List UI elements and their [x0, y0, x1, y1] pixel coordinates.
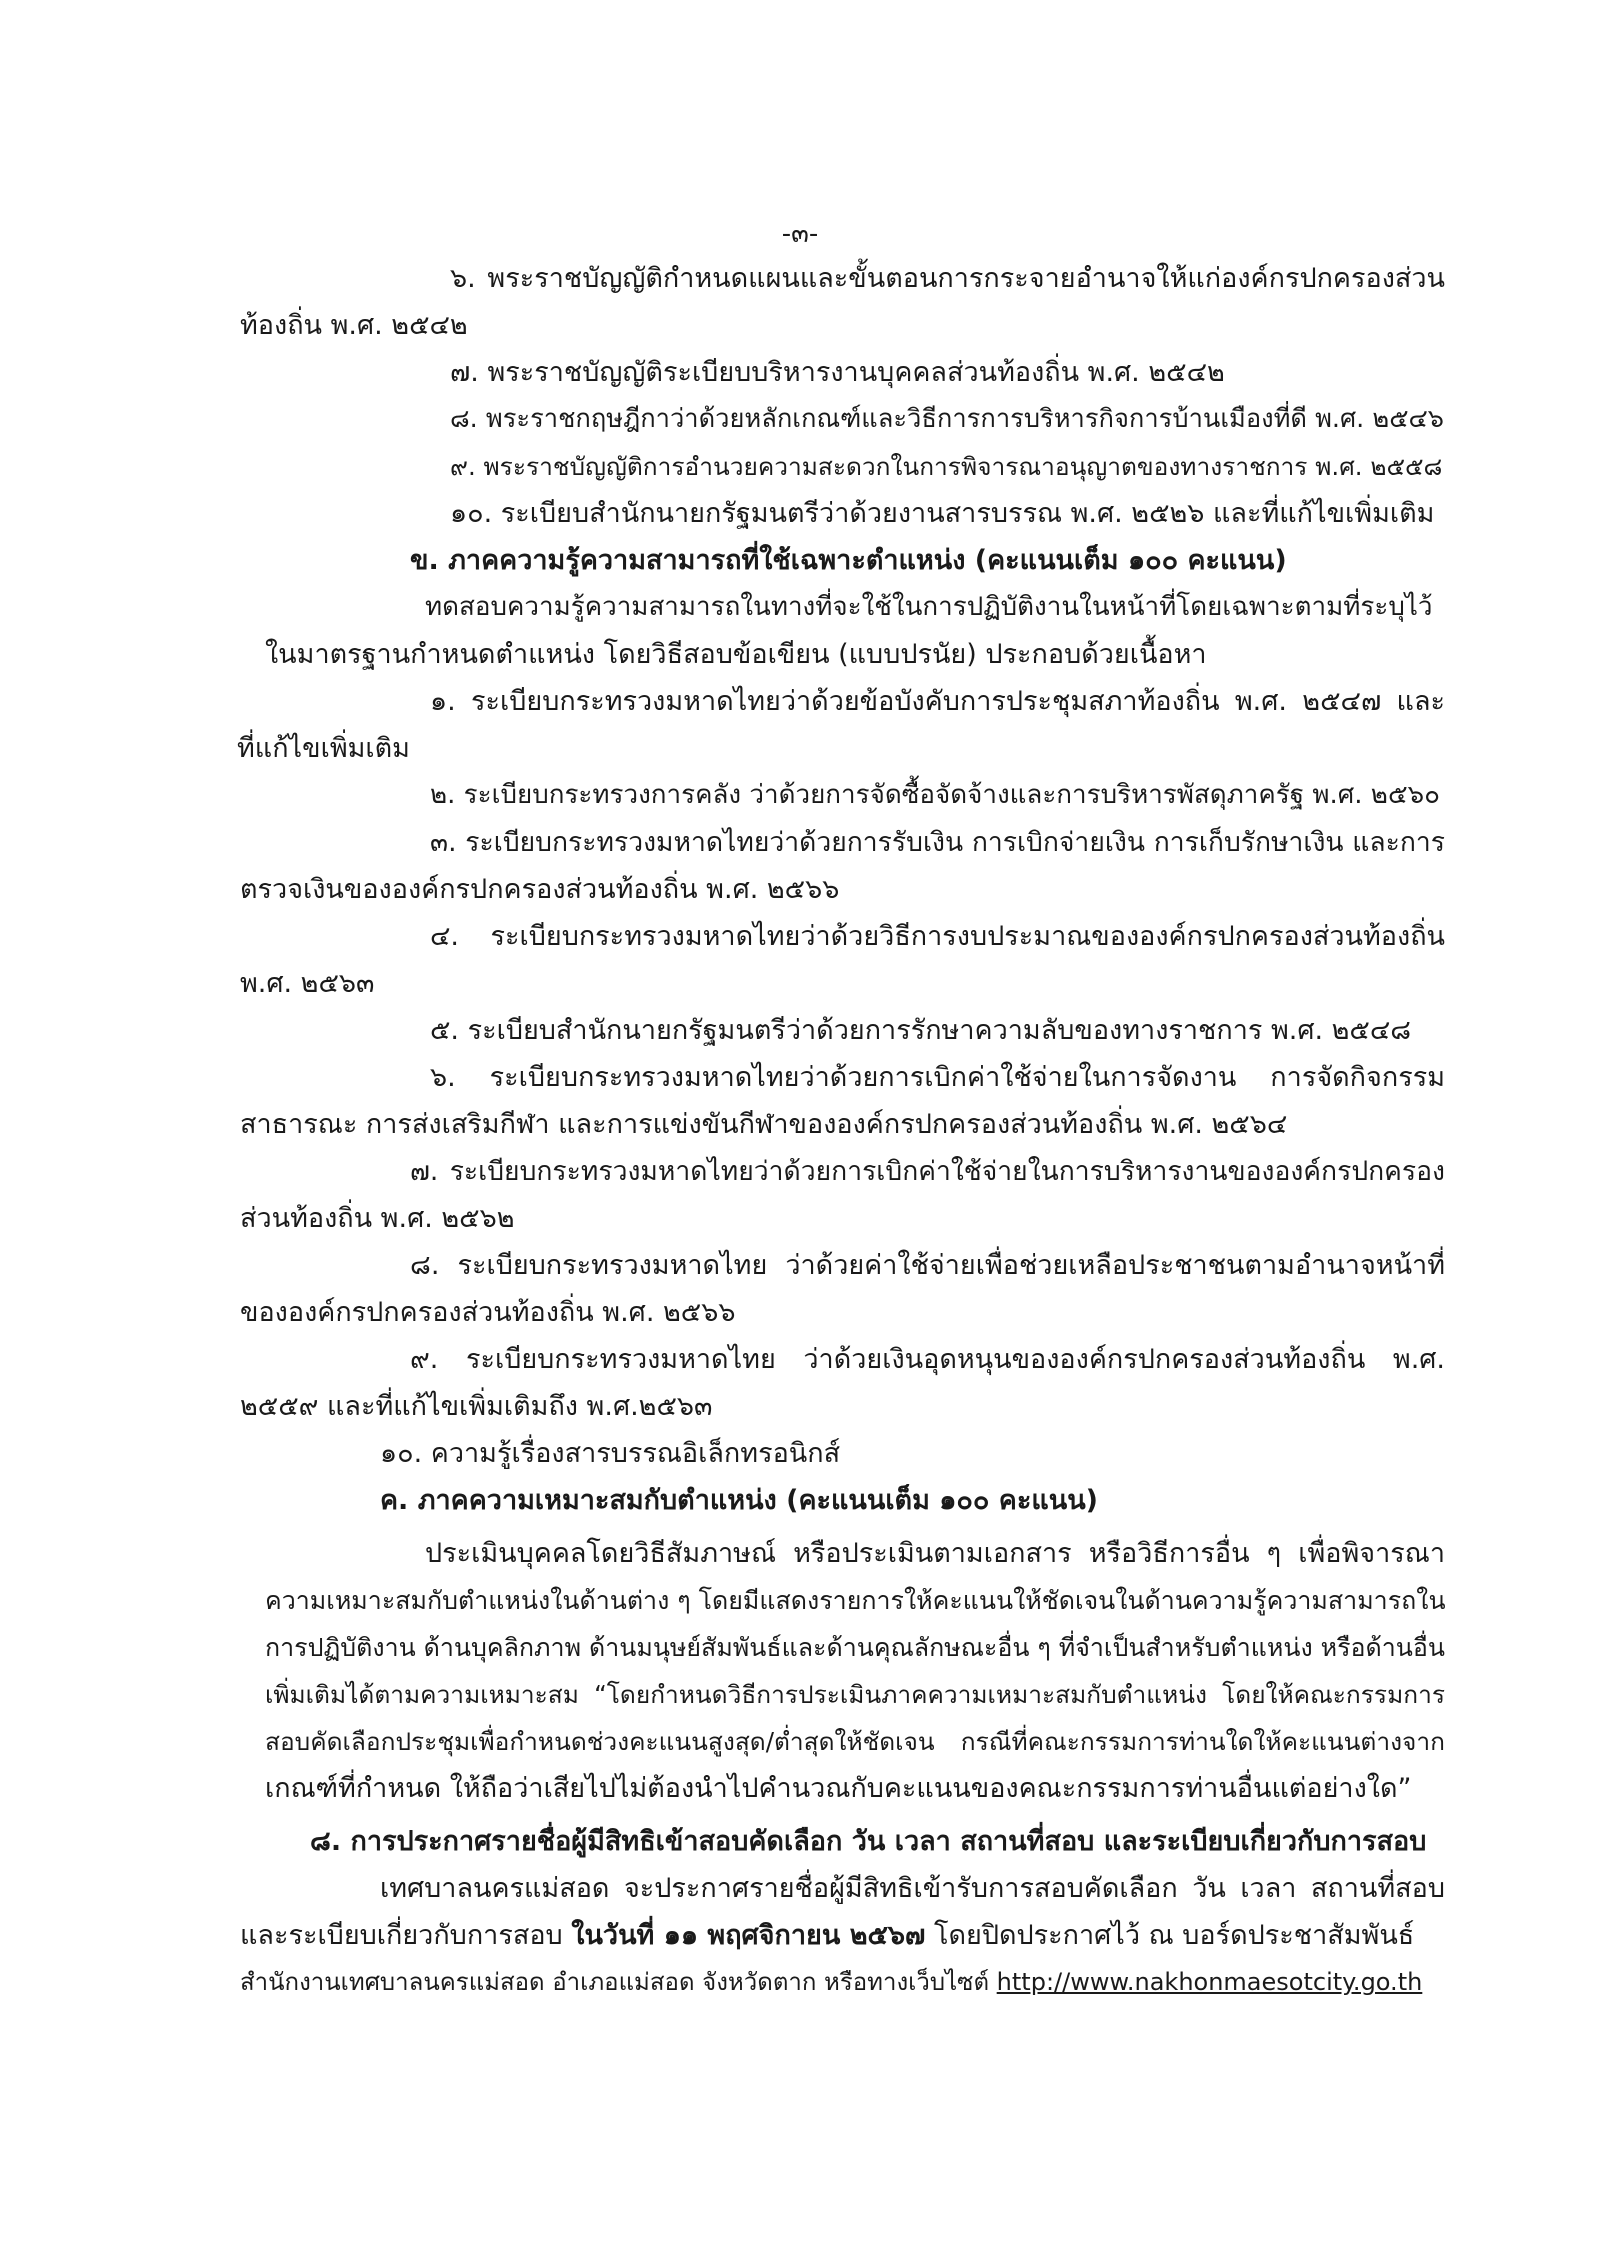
section-b-intro-line: ทดสอบความรู้ความสามารถในทางที่จะใช้ในการปฏิบัติงานในหน้าที่โดยเฉพาะตามที่ระบุไว้	[425, 592, 1433, 622]
list-item-continuation: ตรวจเงินขององค์กรปกครองส่วนท้องถิ่น พ.ศ. ๒๕๖๖	[240, 874, 840, 905]
section-c-line: เกณฑ์ที่กำหนด ให้ถือว่าเสียไปไม่ต้องนำไปคำนวณกับคะแนนของคณะกรรมการท่านอื่นแต่อย่างใด”	[265, 1773, 1412, 1804]
list-item-continuation: พ.ศ. ๒๕๖๓	[240, 968, 375, 999]
list-item: ๑๐. ระเบียบสำนักนายกรัฐมนตรีว่าด้วยงานสารบรรณ พ.ศ. ๒๕๒๖ และที่แก้ไขเพิ่มเติม	[450, 498, 1435, 529]
list-item: ๔. ระเบียบกระทรวงมหาดไทยว่าด้วยวิธีการงบประมาณขององค์กรปกครองส่วนท้องถิ่น	[430, 921, 1445, 952]
section-c	[240, 1477, 1445, 1812]
page-number: -๓-	[781, 219, 819, 249]
section-c-line: การปฏิบัติงาน ด้านบุคลิกภาพ ด้านมนุษย์สัมพันธ์และด้านคุณลักษณะอื่น ๆ ที่จำเป็นสำหรับตำแหน่ง หรือด้านอื่น	[265, 1633, 1445, 1662]
section-8-text: และระเบียบเกี่ยวกับการสอบ	[240, 1920, 572, 1951]
section-c-line: ประเมินบุคคลโดยวิธีสัมภาษณ์ หรือประเมินตามเอกสาร หรือวิธีการอื่น ๆ เพื่อพิจารณา	[425, 1538, 1445, 1569]
section-8-line: เทศบาลนครแม่สอด จะประกาศรายชื่อผู้มีสิทธิเข้ารับการสอบคัดเลือก วัน เวลา สถานที่สอบ	[380, 1873, 1445, 1904]
list-item: ๙. พระราชบัญญัติการอำนวยความสะดวกในการพิจารณาอนุญาตของทางราชการ พ.ศ. ๒๕๕๘	[450, 452, 1443, 481]
list-item: ๕. ระเบียบสำนักนายกรัฐมนตรีว่าด้วยการรักษาความลับของทางราชการ พ.ศ. ๒๕๔๘	[430, 1015, 1412, 1046]
website-link[interactable]: http://www.nakhonmaesotcity.go.th	[996, 1968, 1423, 1996]
list-item: ๑๐. ความรู้เรื่องสารบรรณอิเล็กทรอนิกส์	[380, 1438, 841, 1469]
list-item: ๘. ระเบียบกระทรวงมหาดไทย ว่าด้วยค่าใช้จ่ายเพื่อช่วยเหลือประชาชนตามอำนาจหน้าที่	[410, 1250, 1445, 1281]
list-item: ๓. ระเบียบกระทรวงมหาดไทยว่าด้วยการรับเงิน การเบิกจ่ายเงิน การเก็บรักษาเงิน และการ	[430, 827, 1445, 858]
section-b-intro-line: ในมาตรฐานกำหนดตำแหน่ง โดยวิธีสอบข้อเขียน (แบบปรนัย) ประกอบด้วยเนื้อหา	[265, 639, 1207, 670]
list-item: ๖. ระเบียบกระทรวงมหาดไทยว่าด้วยการเบิกค่าใช้จ่ายในการจัดงาน การจัดกิจกรรม	[430, 1062, 1445, 1093]
section-8-text: สำนักงานเทศบาลนครแม่สอด อำเภอแม่สอด จังหวัดตาก หรือทางเว็บไซต์	[240, 1968, 997, 1996]
section-b-heading: ข. ภาคความรู้ความสามารถที่ใช้เฉพาะตำแหน่ง (คะแนนเต็ม ๑๐๐ คะแนน)	[410, 545, 1287, 576]
section-8-heading: ๘. การประกาศรายชื่อผู้มีสิทธิเข้าสอบคัดเลือก วัน เวลา สถานที่สอบ และระเบียบเกี่ยวกับการสอบ	[310, 1826, 1427, 1857]
list-item-continuation: ๒๕๕๙ และที่แก้ไขเพิ่มเติมถึง พ.ศ.๒๕๖๓	[240, 1391, 713, 1422]
list-item: ๘. พระราชกฤษฎีกาว่าด้วยหลักเกณฑ์และวิธีการการบริหารกิจการบ้านเมืองที่ดี พ.ศ. ๒๕๔๖	[450, 404, 1444, 434]
list-item-continuation: ท้องถิ่น พ.ศ. ๒๕๔๒	[240, 310, 468, 341]
section-a-list	[240, 255, 1445, 537]
section-c-line: ความเหมาะสมกับตำแหน่งในด้านต่าง ๆ โดยมีแสดงรายการให้คะแนนให้ชัดเจนในด้านความรู้ความสามารถใน	[265, 1586, 1446, 1615]
list-item: ๒. ระเบียบกระทรวงการคลัง ว่าด้วยการจัดซื้อจัดจ้างและการบริหารพัสดุภาครัฐ พ.ศ. ๒๕๖๐	[430, 780, 1441, 810]
section-c-heading: ค. ภาคความเหมาะสมกับตำแหน่ง (คะแนนเต็ม ๑๐๐ คะแนน)	[380, 1485, 1099, 1516]
list-item-continuation: ส่วนท้องถิ่น พ.ศ. ๒๕๖๒	[240, 1203, 515, 1234]
list-item-continuation: สาธารณะ การส่งเสริมกีฬา และการแข่งขันกีฬาขององค์กรปกครองส่วนท้องถิ่น พ.ศ. ๒๕๖๔	[240, 1109, 1288, 1140]
list-item: ๙. ระเบียบกระทรวงมหาดไทย ว่าด้วยเงินอุดหนุนขององค์กรปกครองส่วนท้องถิ่น พ.ศ.	[410, 1344, 1445, 1375]
list-item: ๑. ระเบียบกระทรวงมหาดไทยว่าด้วยข้อบังคับการประชุมสภาท้องถิ่น พ.ศ. ๒๕๔๗ และ	[430, 686, 1445, 717]
section-8-line	[240, 1912, 1445, 1959]
section-8	[240, 1818, 1445, 2006]
section-8-text: โดยปิดประกาศไว้ ณ บอร์ดประชาสัมพันธ์	[925, 1920, 1415, 1951]
list-item-continuation: ขององค์กรปกครองส่วนท้องถิ่น พ.ศ. ๒๕๖๖	[240, 1297, 736, 1328]
list-item-continuation: ที่แก้ไขเพิ่มเติม	[237, 733, 410, 764]
section-b	[237, 537, 1445, 1477]
announcement-date: ในวันที่ ๑๑ พฤศจิกายน ๒๕๖๗	[571, 1920, 926, 1951]
section-c-line: เพิ่มเติมได้ตามความเหมาะสม “โดยกำหนดวิธีการประเมินภาคความเหมาะสมกับตำแหน่ง โดยให้คณะกรรมการ	[265, 1680, 1445, 1709]
list-item: ๗. พระราชบัญญัติระเบียบบริหารงานบุคคลส่วนท้องถิ่น พ.ศ. ๒๕๔๒	[450, 357, 1225, 388]
list-item: ๖. พระราชบัญญัติกำหนดแผนและขั้นตอนการกระจายอำนาจให้แก่องค์กรปกครองส่วน	[450, 263, 1445, 294]
list-item: ๗. ระเบียบกระทรวงมหาดไทยว่าด้วยการเบิกค่าใช้จ่ายในการบริหารงานขององค์กรปกครอง	[410, 1156, 1445, 1187]
section-8-line	[240, 1959, 1445, 2006]
section-c-line: สอบคัดเลือกประชุมเพื่อกำหนดช่วงคะแนนสูงสุด/ต่ำสุดให้ชัดเจน กรณีที่คณะกรรมการท่านใดให้คะแนนต่างจาก	[265, 1727, 1445, 1756]
document-body	[237, 255, 1446, 2006]
